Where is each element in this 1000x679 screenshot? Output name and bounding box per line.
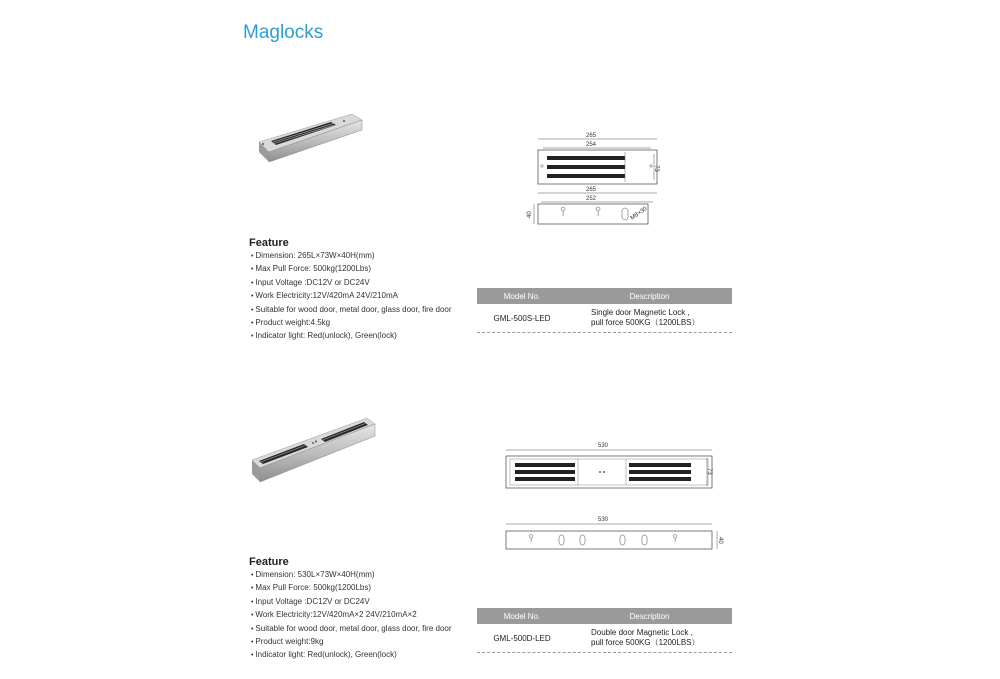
model-number: GML-500S-LED (493, 313, 551, 323)
double-maglock-photo (249, 412, 379, 492)
model-description (567, 628, 732, 648)
description-line: pull force 500KG（1200LBS） (591, 318, 700, 327)
feature-item: • Suitable for wood door, metal door, glass door, fire door (251, 623, 452, 636)
feature-item: • Suitable for wood door, metal door, glass door, fire door (251, 304, 452, 317)
dim-top-height: 73 (653, 165, 659, 172)
dim-top-length: 530 (597, 443, 609, 449)
header-description: Description (629, 291, 670, 301)
table-row (477, 304, 732, 333)
spec-table-header (477, 608, 732, 624)
dim-side-depth: 40 (717, 537, 723, 544)
table-row (477, 624, 732, 653)
feature-title: Feature (249, 556, 289, 568)
spec-table-header (477, 288, 732, 304)
header-model: Model No. (503, 611, 541, 621)
description-line: Single door Magnetic Lock , (591, 308, 690, 317)
dim-top-inner: 254 (585, 142, 597, 148)
dim-side-depth: 40 (527, 211, 533, 218)
feature-list (251, 569, 452, 663)
dim-top-height: 73 (706, 468, 712, 475)
double-maglock-drawing (498, 438, 728, 556)
dim-side-length: 265 (585, 187, 597, 193)
dim-side-mark: M8×30 (629, 206, 649, 222)
model-description (567, 308, 732, 328)
spec-table (477, 608, 732, 653)
feature-item: • Work Electricity:12V/420mA 24V/210mA (251, 290, 452, 303)
description-line: pull force 500KG（1200LBS） (591, 638, 700, 647)
feature-item: • Dimension: 530L×73W×40H(mm) (251, 569, 452, 582)
feature-item: • Product weight:9kg (251, 636, 452, 649)
feature-item: • Max Pull Force: 500kg(1200Lbs) (251, 263, 452, 276)
model-number: GML-500D-LED (493, 633, 551, 643)
single-maglock-drawing (525, 128, 660, 232)
dim-top-outer: 265 (585, 133, 597, 139)
feature-list (251, 250, 452, 344)
feature-title: Feature (249, 237, 289, 249)
single-maglock-photo (256, 110, 366, 165)
feature-item: • Max Pull Force: 500kg(1200Lbs) (251, 582, 452, 595)
header-description: Description (629, 611, 670, 621)
header-model: Model No. (503, 291, 541, 301)
dim-side-inner: 252 (585, 196, 597, 202)
page-title: Maglocks (243, 22, 324, 43)
description-line: Double door Magnetic Lock , (591, 628, 693, 637)
feature-item: • Indicator light: Red(unlock), Green(lock) (251, 330, 452, 343)
feature-item: • Work Electricity:12V/420mA×2 24V/210mA×2 (251, 609, 452, 622)
feature-item: • Input Voltage :DC12V or DC24V (251, 277, 452, 290)
feature-item: • Indicator light: Red(unlock), Green(lock) (251, 649, 452, 662)
feature-item: • Dimension: 265L×73W×40H(mm) (251, 250, 452, 263)
feature-item: • Input Voltage :DC12V or DC24V (251, 596, 452, 609)
feature-item: • Product weight:4.5kg (251, 317, 452, 330)
dim-side-length: 530 (597, 517, 609, 523)
spec-table (477, 288, 732, 333)
